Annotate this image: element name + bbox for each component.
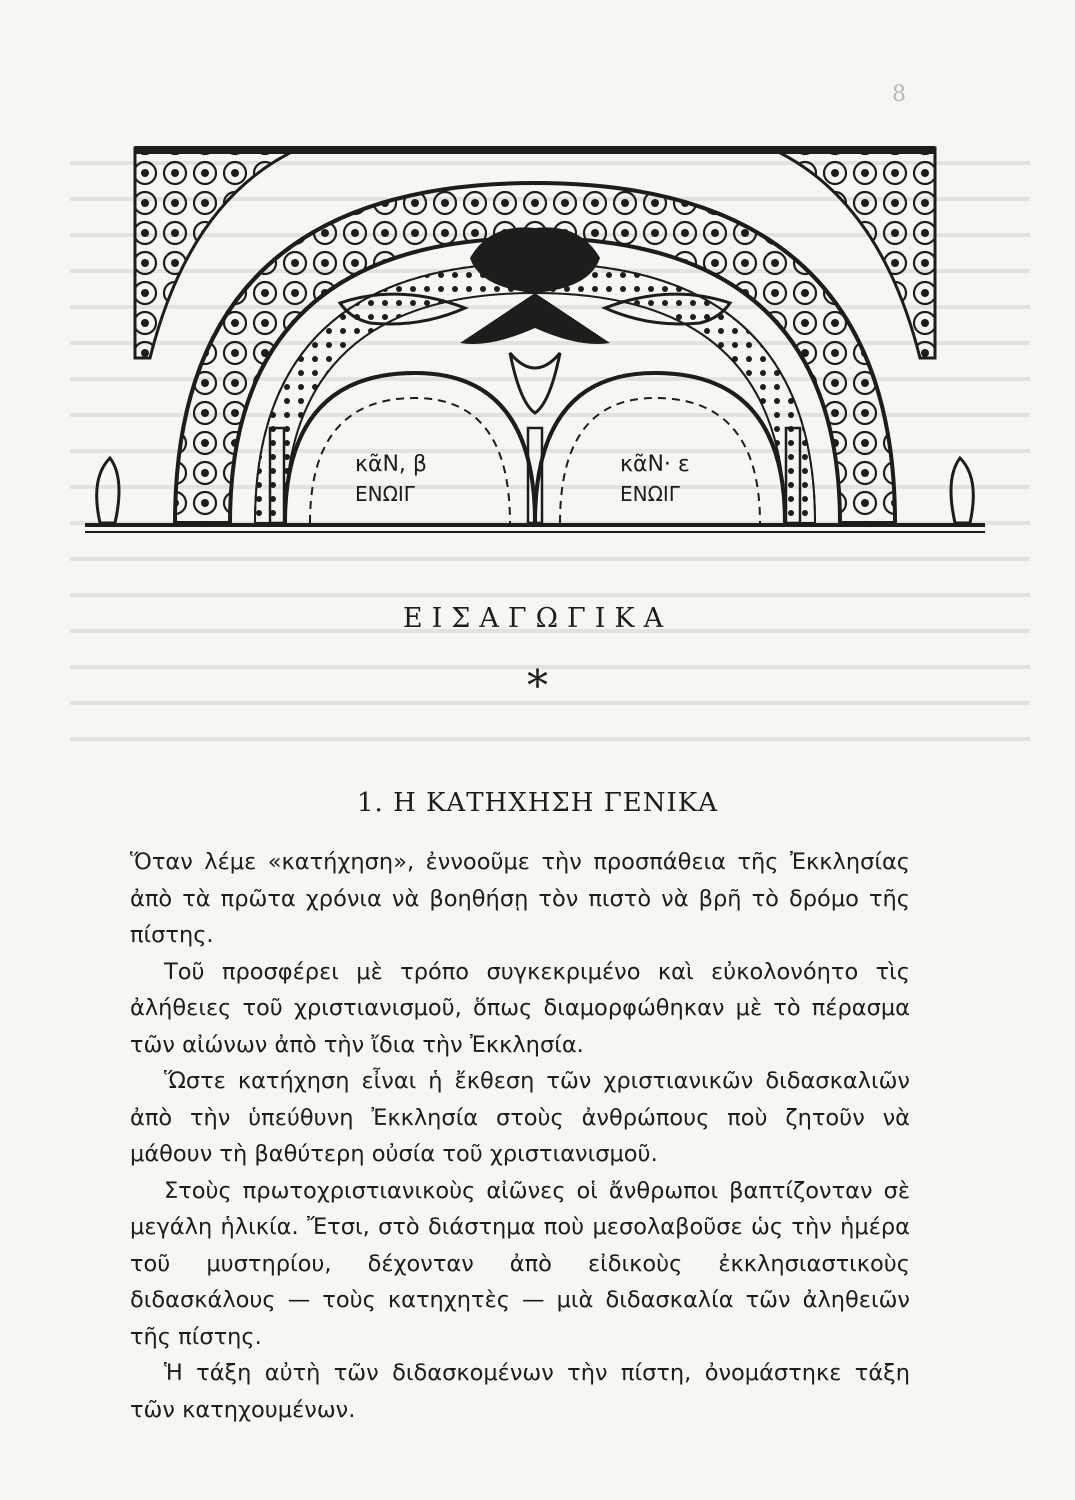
paragraph: Ὥστε κατήχηση εἶναι ἡ ἔκθεση τῶν χριστιανικῶν διδασκαλιῶν ἀπὸ τὴν ὑπεύθυνη Ἐκκλησία στοὺς ἀνθρώπους ποὺ ζητοῦν νὰ μάθουν τὴ βαθύτερη οὐσία τοῦ χριστιανισμοῦ. — [130, 1068, 910, 1167]
paragraph: Στοὺς πρωτοχριστιανικοὺς αἰῶνες οἱ ἄνθρωποι βαπτίζονταν σὲ μεγάλη ἡλικία. Ἔτσι, στὸ διάστημα ποὺ μεσολαβοῦσε ὡς τὴν ἡμέρα τοῦ μυστηρίου, δέχονταν ἀπὸ εἰδικοὺς ἐκκλησιαστικοὺς διδασκάλους — τοὺς κατηχητὲς — μιὰ διδασκαλία τῶν ἀληθειῶν τῆς πίστης. — [130, 1177, 910, 1350]
inscription-left-top: κα̃Ν, β — [355, 452, 427, 477]
paragraph: Ὅταν λέμε «κατήχηση», ἐννοοῦμε τὴν προσπάθεια τῆς Ἐκκλησίας ἀπὸ τὰ πρῶτα χρόνια νὰ βοηθήσῃ τὸν πιστὸ νὰ βρῆ τὸ δρόμο τῆς πίστης. — [130, 849, 910, 948]
page-number: 8 — [892, 82, 906, 107]
chapter-title: 1. Η ΚΑΤΗΧΗΣΗ ΓΕΝΙΚΑ — [357, 788, 718, 818]
asterisk-divider: * — [527, 661, 548, 710]
body-text — [130, 844, 910, 1428]
inscription-right-bottom: ΕΝΩΙΓ — [620, 482, 680, 506]
paragraph: Τοῦ προσφέρει μὲ τρόπο συγκεκριμένο καὶ εὐκολονόητο τὶς ἀλήθειες τοῦ χριστιανισμοῦ, ὅπως διαμορφώθηκαν μὲ τὸ πέρασμα τῶν αἰώνων ἀπὸ τὴν ἴδια τὴν Ἐκκλησία. — [130, 958, 910, 1058]
ornamental-headpiece — [70, 128, 1000, 548]
inscription-right-top: κα̃Ν· ε — [620, 452, 690, 477]
headpiece-drawing — [70, 128, 1000, 548]
paragraph: Ἡ τάξη αὐτὴ τῶν διδασκομένων τὴν πίστη, ὀνομάστηκε τάξη τῶν κατηχουμένων. — [130, 1360, 910, 1423]
inscription-left-bottom: ΕΝΩΙΓ — [355, 482, 415, 506]
section-title: ΕΙΣΑΓΩΓΙΚΑ — [402, 603, 673, 634]
